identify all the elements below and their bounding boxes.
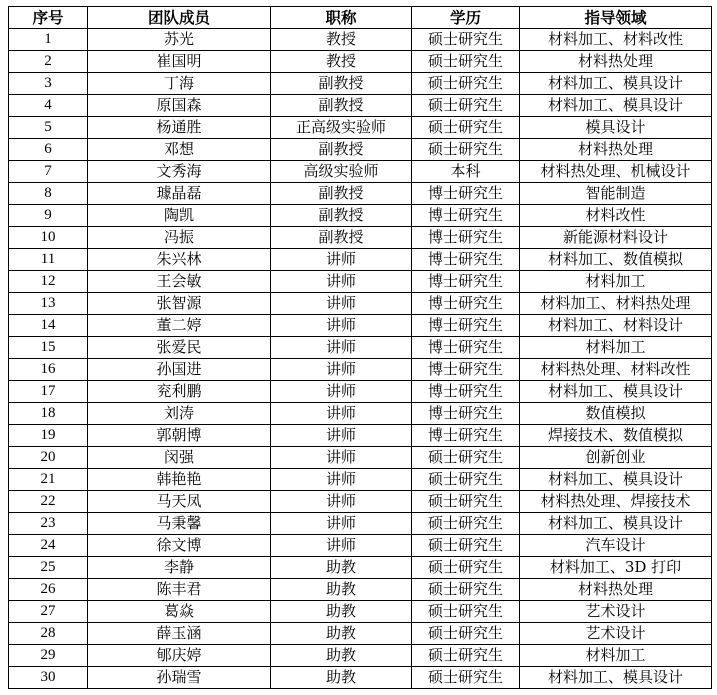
cell-member: 张爱民 xyxy=(88,337,271,359)
cell-field: 材料热处理、机械设计 xyxy=(520,161,712,183)
cell-member: 董二婷 xyxy=(88,315,271,337)
header-member: 团队成员 xyxy=(88,7,271,29)
cell-member: 刘涛 xyxy=(88,403,271,425)
cell-education: 博士研究生 xyxy=(412,293,520,315)
cell-education: 博士研究生 xyxy=(412,359,520,381)
cell-member: 冯振 xyxy=(88,227,271,249)
cell-field: 材料加工 xyxy=(520,337,712,359)
cell-title: 助教 xyxy=(271,623,412,645)
cell-title: 副教授 xyxy=(271,205,412,227)
cell-title: 助教 xyxy=(271,601,412,623)
cell-field: 模具设计 xyxy=(520,117,712,139)
cell-index: 4 xyxy=(9,95,88,117)
cell-field: 新能源材料设计 xyxy=(520,227,712,249)
header-field: 指导领域 xyxy=(520,7,712,29)
cell-member: 孙瑞雪 xyxy=(88,667,271,689)
cell-title: 副教授 xyxy=(271,95,412,117)
cell-field: 材料热处理、焊接技术 xyxy=(520,491,712,513)
cell-field: 艺术设计 xyxy=(520,601,712,623)
cell-field: 材料加工、模具设计 xyxy=(520,513,712,535)
cell-field: 材料改性 xyxy=(520,205,712,227)
cell-index: 26 xyxy=(9,579,88,601)
cell-index: 15 xyxy=(9,337,88,359)
cell-education: 硕士研究生 xyxy=(412,491,520,513)
table-row xyxy=(9,381,712,403)
table-row xyxy=(9,249,712,271)
cell-title: 讲师 xyxy=(271,249,412,271)
cell-education: 硕士研究生 xyxy=(412,117,520,139)
cell-field: 材料加工、模具设计 xyxy=(520,469,712,491)
cell-field: 材料加工、模具设计 xyxy=(520,381,712,403)
cell-title: 讲师 xyxy=(271,337,412,359)
cell-title: 讲师 xyxy=(271,425,412,447)
cell-index: 5 xyxy=(9,117,88,139)
cell-education: 硕士研究生 xyxy=(412,667,520,689)
cell-member: 郭朝博 xyxy=(88,425,271,447)
cell-member: 马天凤 xyxy=(88,491,271,513)
cell-member: 李静 xyxy=(88,557,271,579)
cell-field: 智能制造 xyxy=(520,183,712,205)
cell-title: 副教授 xyxy=(271,183,412,205)
cell-title: 副教授 xyxy=(271,73,412,95)
cell-title: 助教 xyxy=(271,557,412,579)
cell-member: 王会敏 xyxy=(88,271,271,293)
table-row xyxy=(9,513,712,535)
cell-member: 孙国进 xyxy=(88,359,271,381)
cell-title: 副教授 xyxy=(271,227,412,249)
cell-education: 硕士研究生 xyxy=(412,601,520,623)
cell-education: 博士研究生 xyxy=(412,381,520,403)
cell-field: 材料热处理 xyxy=(520,139,712,161)
cell-title: 讲师 xyxy=(271,513,412,535)
cell-education: 博士研究生 xyxy=(412,403,520,425)
cell-title: 助教 xyxy=(271,579,412,601)
cell-field: 材料热处理 xyxy=(520,51,712,73)
cell-education: 硕士研究生 xyxy=(412,95,520,117)
cell-title: 讲师 xyxy=(271,535,412,557)
cell-index: 13 xyxy=(9,293,88,315)
cell-index: 20 xyxy=(9,447,88,469)
cell-field: 材料热处理 xyxy=(520,579,712,601)
cell-index: 7 xyxy=(9,161,88,183)
cell-education: 博士研究生 xyxy=(412,227,520,249)
cell-index: 19 xyxy=(9,425,88,447)
cell-education: 博士研究生 xyxy=(412,315,520,337)
header-index: 序号 xyxy=(9,7,88,29)
cell-field: 焊接技术、数值模拟 xyxy=(520,425,712,447)
cell-field: 材料加工 xyxy=(520,271,712,293)
cell-index: 24 xyxy=(9,535,88,557)
cell-member: 葛焱 xyxy=(88,601,271,623)
cell-index: 18 xyxy=(9,403,88,425)
cell-education: 硕士研究生 xyxy=(412,623,520,645)
cell-education: 博士研究生 xyxy=(412,183,520,205)
cell-field: 材料加工、3D 打印 xyxy=(520,557,712,579)
cell-field: 材料加工、模具设计 xyxy=(520,73,712,95)
cell-field: 材料热处理、材料改性 xyxy=(520,359,712,381)
cell-education: 博士研究生 xyxy=(412,205,520,227)
cell-title: 副教授 xyxy=(271,139,412,161)
cell-field: 艺术设计 xyxy=(520,623,712,645)
cell-member: 张智源 xyxy=(88,293,271,315)
cell-member: 崔国明 xyxy=(88,51,271,73)
table-row xyxy=(9,139,712,161)
table-row xyxy=(9,51,712,73)
cell-title: 助教 xyxy=(271,667,412,689)
cell-member: 薛玉涵 xyxy=(88,623,271,645)
cell-member: 徐文博 xyxy=(88,535,271,557)
cell-field: 材料加工、模具设计 xyxy=(520,667,712,689)
table-row xyxy=(9,535,712,557)
table-row xyxy=(9,117,712,139)
cell-index: 25 xyxy=(9,557,88,579)
table-header-row xyxy=(9,7,712,29)
table-row xyxy=(9,161,712,183)
table-row xyxy=(9,73,712,95)
cell-title: 讲师 xyxy=(271,381,412,403)
cell-member: 韩艳艳 xyxy=(88,469,271,491)
table-row xyxy=(9,29,712,51)
table-row xyxy=(9,557,712,579)
table-row xyxy=(9,359,712,381)
cell-member: 兖利鹏 xyxy=(88,381,271,403)
cell-title: 讲师 xyxy=(271,271,412,293)
cell-education: 硕士研究生 xyxy=(412,513,520,535)
cell-member: 璩晶磊 xyxy=(88,183,271,205)
cell-education: 博士研究生 xyxy=(412,271,520,293)
cell-education: 硕士研究生 xyxy=(412,557,520,579)
table-row xyxy=(9,491,712,513)
cell-title: 正高级实验师 xyxy=(271,117,412,139)
table-row xyxy=(9,227,712,249)
cell-title: 讲师 xyxy=(271,403,412,425)
cell-education: 硕士研究生 xyxy=(412,51,520,73)
cell-education: 硕士研究生 xyxy=(412,447,520,469)
cell-title: 讲师 xyxy=(271,359,412,381)
table-row xyxy=(9,95,712,117)
cell-education: 博士研究生 xyxy=(412,425,520,447)
cell-index: 11 xyxy=(9,249,88,271)
cell-education: 博士研究生 xyxy=(412,249,520,271)
cell-field: 汽车设计 xyxy=(520,535,712,557)
cell-index: 28 xyxy=(9,623,88,645)
cell-index: 21 xyxy=(9,469,88,491)
cell-field: 材料加工、材料热处理 xyxy=(520,293,712,315)
cell-title: 助教 xyxy=(271,645,412,667)
table-row xyxy=(9,205,712,227)
cell-title: 讲师 xyxy=(271,293,412,315)
cell-education: 硕士研究生 xyxy=(412,535,520,557)
cell-member: 邓想 xyxy=(88,139,271,161)
cell-index: 2 xyxy=(9,51,88,73)
header-education: 学历 xyxy=(412,7,520,29)
header-title: 职称 xyxy=(271,7,412,29)
cell-education: 硕士研究生 xyxy=(412,645,520,667)
cell-field: 材料加工、材料改性 xyxy=(520,29,712,51)
cell-field: 材料加工 xyxy=(520,645,712,667)
cell-index: 6 xyxy=(9,139,88,161)
table-row xyxy=(9,667,712,689)
cell-title: 教授 xyxy=(271,29,412,51)
cell-member: 原国森 xyxy=(88,95,271,117)
cell-education: 硕士研究生 xyxy=(412,469,520,491)
cell-index: 23 xyxy=(9,513,88,535)
cell-member: 马秉馨 xyxy=(88,513,271,535)
cell-education: 本科 xyxy=(412,161,520,183)
cell-member: 杨通胜 xyxy=(88,117,271,139)
cell-education: 博士研究生 xyxy=(412,337,520,359)
cell-index: 9 xyxy=(9,205,88,227)
cell-member: 苏光 xyxy=(88,29,271,51)
cell-title: 讲师 xyxy=(271,491,412,513)
cell-member: 陶凯 xyxy=(88,205,271,227)
table-row xyxy=(9,601,712,623)
cell-index: 29 xyxy=(9,645,88,667)
cell-index: 16 xyxy=(9,359,88,381)
cell-member: 闵强 xyxy=(88,447,271,469)
cell-index: 10 xyxy=(9,227,88,249)
table-row xyxy=(9,315,712,337)
table-body xyxy=(9,29,712,689)
cell-title: 讲师 xyxy=(271,469,412,491)
table-row xyxy=(9,337,712,359)
cell-title: 教授 xyxy=(271,51,412,73)
cell-index: 30 xyxy=(9,667,88,689)
cell-field: 材料加工、材料设计 xyxy=(520,315,712,337)
cell-index: 8 xyxy=(9,183,88,205)
table-row xyxy=(9,183,712,205)
table-row xyxy=(9,271,712,293)
cell-education: 硕士研究生 xyxy=(412,139,520,161)
cell-index: 22 xyxy=(9,491,88,513)
cell-index: 1 xyxy=(9,29,88,51)
table-row xyxy=(9,403,712,425)
cell-education: 硕士研究生 xyxy=(412,579,520,601)
cell-title: 讲师 xyxy=(271,447,412,469)
cell-index: 17 xyxy=(9,381,88,403)
team-table-container xyxy=(8,6,711,689)
table-row xyxy=(9,293,712,315)
cell-member: 陈丰君 xyxy=(88,579,271,601)
cell-member: 朱兴林 xyxy=(88,249,271,271)
cell-index: 27 xyxy=(9,601,88,623)
cell-index: 14 xyxy=(9,315,88,337)
table-row xyxy=(9,447,712,469)
table-row xyxy=(9,645,712,667)
cell-field: 材料加工、模具设计 xyxy=(520,95,712,117)
table-row xyxy=(9,469,712,491)
cell-field: 材料加工、数值模拟 xyxy=(520,249,712,271)
table-row xyxy=(9,425,712,447)
cell-index: 12 xyxy=(9,271,88,293)
cell-member: 丁海 xyxy=(88,73,271,95)
cell-member: 郇庆婷 xyxy=(88,645,271,667)
table-row xyxy=(9,623,712,645)
cell-title: 高级实验师 xyxy=(271,161,412,183)
table-row xyxy=(9,579,712,601)
cell-title: 讲师 xyxy=(271,315,412,337)
cell-member: 文秀海 xyxy=(88,161,271,183)
cell-education: 硕士研究生 xyxy=(412,29,520,51)
cell-education: 硕士研究生 xyxy=(412,73,520,95)
cell-field: 数值模拟 xyxy=(520,403,712,425)
team-members-table xyxy=(8,6,712,689)
cell-index: 3 xyxy=(9,73,88,95)
cell-field: 创新创业 xyxy=(520,447,712,469)
